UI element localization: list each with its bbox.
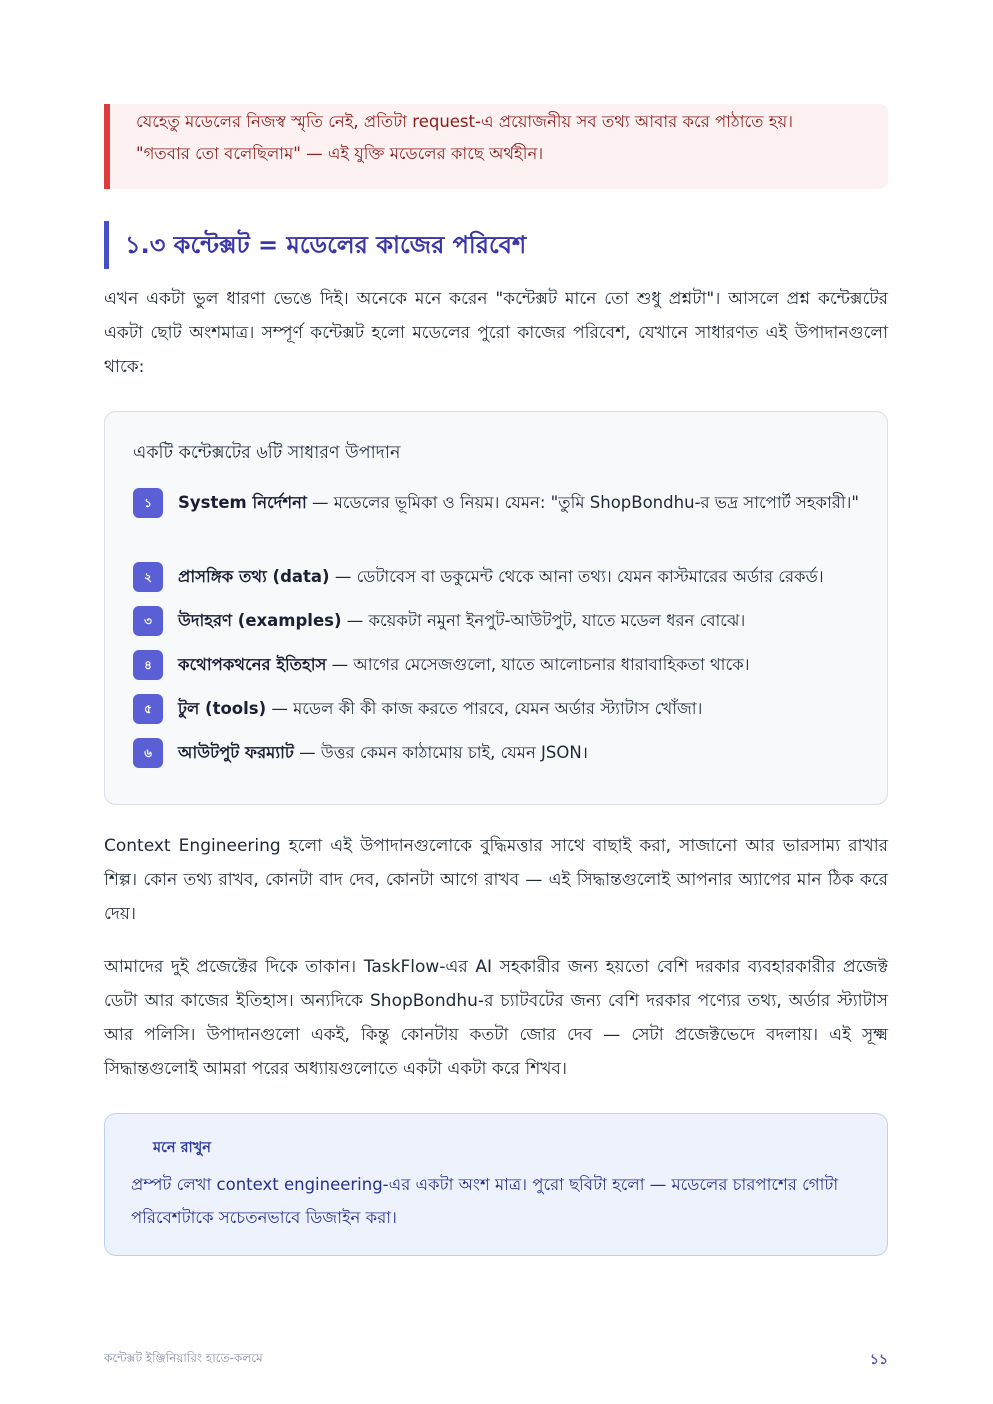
footer-book-title: কন্টেক্সট ইঞ্জিনিয়ারিং হাতে-কলমে [104, 1351, 263, 1365]
item-term: আউটপুট ফরম্যাট [178, 743, 294, 762]
item-term: কথোপকথনের ইতিহাস [178, 655, 327, 674]
item-description: — ডেটাবেস বা ডকুমেন্ট থেকে আনা তথ্য। যেমন কাস্টমারের অর্ডার রেকর্ড। [329, 567, 824, 586]
item-term: উদাহরণ (examples) [178, 611, 342, 630]
item-description: — কয়েকটা নমুনা ইনপুট-আউটপুট, যাতে মডেল ধরন বোঝে। [341, 611, 746, 630]
projects-paragraph: আমাদের দুই প্রজেক্টের দিকে তাকান। TaskFlow-এর AI সহকারীর জন্য হয়তো বেশি দরকার ব্যবহারকারীর প্রজেক্ট ডেটা আর কাজের ইতিহাস। অন্যদিকে ShopBondhu-র চ্যাটবটের জন্য বেশি দরকার পণ্যের তথ্য, অর্ডার স্ট্যাটাস আর পলিসি। উপাদানগুলো একই, কিন্তু কোনটায় কতটা জোর দেব — সেটা প্রজেক্টভেদে বদলায়। এই সূক্ষ্ম সিদ্ধান্তগুলোই আমরা পরের অধ্যায়গুলোতে একটা একটা করে শিখব। [104, 957, 888, 1079]
item-term: System নির্দেশনা [178, 493, 307, 512]
item-term: প্রাসঙ্গিক তথ্য (data) [178, 567, 330, 586]
list-item [133, 606, 863, 636]
number-badge: ৩ [133, 606, 163, 636]
item-description: — মডেলের ভূমিকা ও নিয়ম। যেমন: "তুমি ShopBondhu-র ভদ্র সাপোর্ট সহকারী।" [306, 493, 860, 512]
number-badge: ৫ [133, 694, 163, 724]
section-heading: ১.৩ কন্টেক্সট = মডেলের কাজের পরিবেশ [104, 221, 888, 269]
components-card-title: একটি কন্টেক্সটের ৬টি সাধারণ উপাদান [133, 443, 401, 463]
number-badge: ৪ [133, 650, 163, 680]
list-item [133, 650, 863, 680]
list-item [133, 562, 863, 592]
warning-line-1: যেহেতু মডেলের নিজস্ব স্মৃতি নেই, প্রতিটা request-এ প্রয়োজনীয় সব তথ্য আবার করে পাঠাতে হয়। [136, 112, 794, 131]
item-description: — উত্তর কেমন কাঠামোয় চাই, যেমন JSON। [293, 743, 588, 762]
number-badge: ৬ [133, 738, 163, 768]
list-item [133, 738, 863, 768]
number-badge: ২ [133, 562, 163, 592]
page-number: ১১ [869, 1352, 888, 1368]
warning-line-2: "গতবার তো বলেছিলাম" — এই যুক্তি মডেলের কাছে অর্থহীন। [136, 144, 544, 163]
item-description: — আগের মেসেজগুলো, যাতে আলোচনার ধারাবাহিকতা থাকে। [326, 655, 750, 674]
number-badge: ১ [133, 488, 163, 518]
note-box [104, 1113, 888, 1256]
list-item [133, 488, 863, 518]
note-body: প্রম্পট লেখা context engineering-এর একটা অংশ মাত্র। পুরো ছবিটা হলো — মডেলের চারপাশের গোটা পরিবেশটাকে সচেতনভাবে ডিজাইন করা। [131, 1175, 839, 1227]
note-title: মনে রাখুন [153, 1140, 211, 1156]
list-item [133, 694, 863, 724]
intro-paragraph: এখন একটা ভুল ধারণা ভেঙে দিই। অনেকে মনে করেন "কন্টেক্সট মানে তো শুধু প্রশ্নটা"। আসলে প্রশ্ন কন্টেক্সটের একটা ছোট অংশমাত্র। সম্পূর্ণ কন্টেক্সট হলো মডেলের পুরো কাজের পরিবেশ, যেখানে সাধারণত এই উপাদানগুলো থাকে: [104, 289, 888, 377]
item-description: — মডেল কী কী কাজ করতে পারবে, যেমন অর্ডার স্ট্যাটাস খোঁজা। [266, 699, 703, 718]
warning-callout [104, 104, 888, 189]
engineering-paragraph: Context Engineering হলো এই উপাদানগুলোকে বুদ্ধিমত্তার সাথে বাছাই করা, সাজানো আর ভারসাম্য রাখার শিল্প। কোন তথ্য রাখব, কোনটা বাদ দেব, কোনটা আগে রাখব — এই সিদ্ধান্তগুলোই আপনার অ্যাপের মান ঠিক করে দেয়। [104, 836, 888, 924]
components-card [104, 411, 888, 805]
item-term: টুল (tools) [178, 699, 267, 718]
